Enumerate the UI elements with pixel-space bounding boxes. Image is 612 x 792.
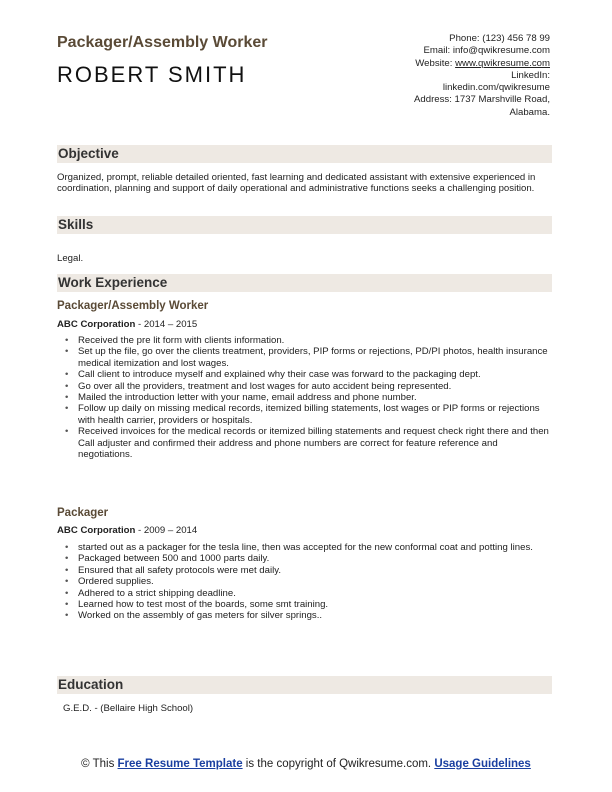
contact-email: Email: info@qwikresume.com bbox=[423, 45, 550, 57]
job-1-title: Packager/Assembly Worker bbox=[57, 300, 209, 312]
list-item: • Packaged between 500 and 1000 parts daily. bbox=[78, 553, 552, 564]
education-heading-bar bbox=[57, 676, 552, 694]
job-2-title: Packager bbox=[57, 507, 109, 519]
job-1-dates: - 2014 – 2015 bbox=[135, 319, 198, 330]
job-2-dates: - 2009 – 2014 bbox=[135, 525, 198, 536]
footer-middle: is the copyright of Qwikresume.com. bbox=[242, 758, 435, 770]
website-link[interactable]: www.qwikresume.com bbox=[455, 57, 550, 69]
contact-website-label: Website: bbox=[415, 57, 456, 69]
contact-block bbox=[350, 33, 550, 119]
skills-heading-bar bbox=[57, 216, 552, 234]
usage-guidelines-link[interactable]: Usage Guidelines bbox=[434, 758, 531, 770]
contact-address-line2: Alabama. bbox=[509, 106, 550, 118]
skills-text: Legal. bbox=[57, 253, 84, 264]
contact-linkedin: linkedin.com/qwikresume bbox=[442, 82, 550, 94]
job-2-company: ABC Corporation bbox=[57, 525, 136, 536]
work-heading-bar bbox=[57, 274, 552, 292]
contact-linkedin-label: LinkedIn: bbox=[511, 69, 550, 81]
list-item: • Call client to introduce myself and explained why their case was forward to the packaging dept. bbox=[78, 369, 552, 380]
list-item: • Received the pre lit form with clients information. bbox=[78, 335, 552, 346]
job-1-company: ABC Corporation bbox=[57, 319, 136, 330]
contact-address-line1: Address: 1737 Marshville Road, bbox=[414, 94, 550, 106]
list-item: • Mailed the introduction letter with your name, email address and phone number. bbox=[78, 392, 552, 403]
list-item: • Set up the file, go over the clients treatment, providers, PIP forms or rejections, PD/PI photos, health insurance medical itemization and lost wages. bbox=[78, 346, 552, 369]
job-title: Packager/Assembly Worker bbox=[57, 34, 268, 51]
job-1-company-line bbox=[57, 319, 197, 330]
list-item: • Follow up daily on missing medical records, itemized billing statements, lost wages or PIP forms or rejections with health carrier, providers or hospitals. bbox=[78, 403, 552, 426]
footer-prefix: © This bbox=[81, 758, 118, 770]
list-item: • Adhered to a strict shipping deadline. bbox=[78, 588, 552, 599]
footer bbox=[0, 757, 612, 771]
job-2-company-line bbox=[57, 525, 197, 536]
list-item: • Go over all the providers, treatment and lost wages for auto accident being represented. bbox=[78, 381, 552, 392]
list-item: • started out as a packager for the tesla line, then was accepted for the new conformal coat and potting lines. bbox=[78, 542, 552, 553]
candidate-name: ROBERT SMITH bbox=[57, 62, 247, 87]
list-item: • Worked on the assembly of gas meters for silver springs.. bbox=[78, 610, 552, 621]
list-item: • Ordered supplies. bbox=[78, 576, 552, 587]
job-2-bullets bbox=[57, 542, 552, 622]
education-text: G.E.D. - (Bellaire High School) bbox=[63, 703, 194, 714]
list-item: • Ensured that all safety protocols were met daily. bbox=[78, 565, 552, 576]
work-heading: Work Experience bbox=[58, 275, 168, 290]
objective-heading: Objective bbox=[58, 146, 119, 161]
objective-heading-bar bbox=[57, 145, 552, 163]
job-1-bullets bbox=[57, 335, 552, 460]
contact-phone: Phone: (123) 456 78 99 bbox=[449, 33, 550, 44]
list-item: • Learned how to test most of the boards, some smt training. bbox=[78, 599, 552, 610]
contact-website bbox=[350, 58, 550, 70]
free-resume-template-link[interactable]: Free Resume Template bbox=[117, 758, 243, 770]
list-item: • Received invoices for the medical records or itemized billing statements and request check right there and then Call adjuster and confirmed their address and phone numbers are correct for feature reference and negotiations. bbox=[78, 426, 552, 460]
education-heading: Education bbox=[58, 677, 124, 692]
skills-heading: Skills bbox=[58, 217, 94, 232]
objective-text: Organized, prompt, reliable detailed oriented, fast learning and dedicated assistant with extensive experienced in coordination, planning and support of daily operational and administrative functions seeks a challenging position. bbox=[57, 172, 536, 195]
